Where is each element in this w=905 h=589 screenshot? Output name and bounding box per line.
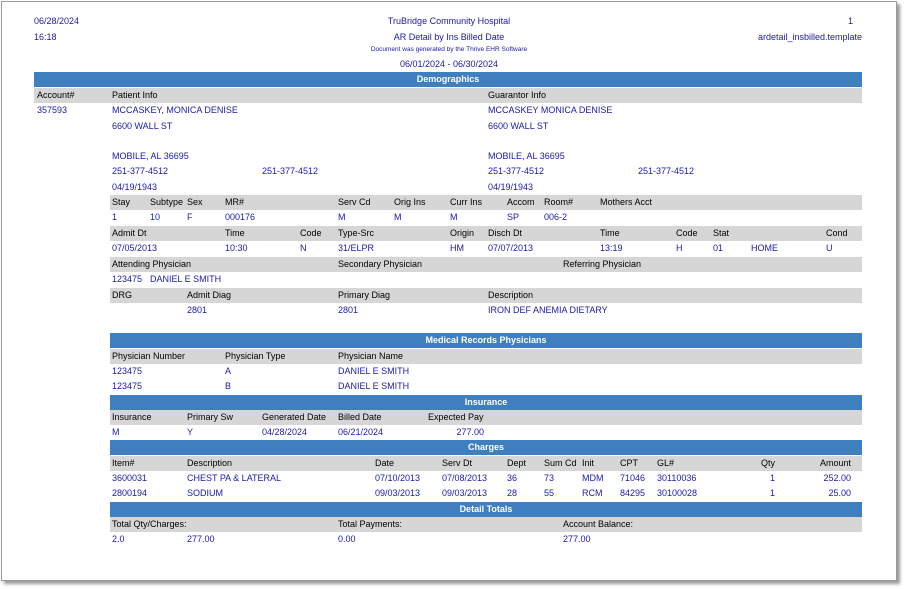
insurance-header: Insurance [110,395,862,410]
attending-id: 123475 [112,274,143,284]
table-row-item: 2800194 [112,488,148,498]
charge-description-label: Description [187,458,233,468]
mr-label: MR# [225,197,245,207]
admit-code-value: N [300,243,307,253]
patient-city: MOBILE, AL 36695 [112,151,189,161]
total-qty-charges-label: Total Qty/Charges: [112,519,187,529]
generated-date-label: Generated Date [262,412,327,422]
demographics-label-row [34,88,862,103]
room-label: Room# [544,197,574,207]
stat-desc-value: HOME [751,243,778,253]
stat-value: 01 [713,243,724,253]
detail-totals-label-row [110,517,862,532]
origin-value: HM [450,243,464,253]
subtype-value: 10 [150,212,161,222]
detail-totals-header: Detail Totals [110,502,862,517]
diag-description-value: IRON DEF ANEMIA DIETARY [488,305,608,315]
disch-code-label: Code [676,228,698,238]
admit-dt-value: 07/05/2013 [112,243,158,253]
physician-name-label: Physician Name [338,351,404,361]
print-time: 16:18 [34,32,57,42]
item-label: Item# [112,458,135,468]
admit-diag-label: Admit Diag [187,290,232,300]
table-row-description: SODIUM [187,488,223,498]
gl-label: GL# [657,458,675,468]
billed-date-label: Billed Date [338,412,382,422]
account-number: 357593 [37,105,68,115]
guarantor-phone2: 251-377-4512 [638,166,695,176]
subtype-label: Subtype [150,197,184,207]
table-row-init: MDM [582,473,604,483]
disch-time-value: 13:19 [600,243,623,253]
admit-dt-label: Admit Dt [112,228,147,238]
account-balance-label: Account Balance: [563,519,634,529]
table-row-serv-dt: 07/08/2013 [442,473,488,483]
physician-number-label: Physician Number [112,351,186,361]
secondary-physician-label: Secondary Physician [338,259,423,269]
medical-records-label-row [110,349,862,364]
admit-diag-value: 2801 [187,305,208,315]
table-row-gl: 30110036 [657,473,697,483]
referring-physician-label: Referring Physician [563,259,642,269]
cpt-label: CPT [620,458,638,468]
charge-date-label: Date [375,458,395,468]
dept-label: Dept [507,458,527,468]
table-row-physician-number: 123475 [112,366,143,376]
table-row-gl: 30100028 [657,488,698,498]
admit-label-row [110,226,862,241]
table-row-date: 09/03/2013 [375,488,421,498]
mr-value: 000176 [225,212,256,222]
medical-records-header: Medical Records Physicians [110,333,862,348]
table-row-description: CHEST PA & LATERAL [187,473,282,483]
guarantor-phone1: 251-377-4512 [488,166,545,176]
room-value: 006-2 [544,212,568,222]
admit-time-value: 10:30 [225,243,248,253]
accom-label: Accom [507,197,535,207]
stay-label: Stay [112,197,131,207]
qty-label: Qty [760,458,775,468]
insurance-label: Insurance [112,412,152,422]
generated-note: Document was generated by the Thrive EHR Software [370,46,528,53]
table-row-physician-type: A [225,366,232,376]
patient-address: 6600 WALL ST [112,121,173,131]
table-row-serv-dt: 09/03/2013 [442,488,488,498]
table-row-dept: 28 [507,488,518,498]
table-row-date: 07/10/2013 [375,473,421,483]
insurance-value: M [112,427,120,437]
admit-time-label: Time [225,228,245,238]
serv-cd-label: Serv Cd [338,197,371,207]
attending-name: DANIEL E SMITH [150,274,222,284]
amount-label: Amount [819,458,851,468]
table-row-item: 3600031 [112,473,148,483]
admit-code-label: Code [300,228,322,238]
patient-phone1: 251-377-4512 [112,166,169,176]
table-row-dept: 36 [507,473,518,483]
table-row-qty: 1 [769,473,775,483]
table-row-cpt: 71046 [620,473,646,483]
cond-value: U [826,243,833,253]
table-row-physician-name: DANIEL E SMITH [338,366,410,376]
physician-label-row [110,257,862,272]
stay-label-row [110,195,862,210]
drg-label: DRG [112,290,132,300]
disch-dt-label: Disch Dt [488,228,523,238]
total-payments-value: 0.00 [338,534,356,544]
patient-dob: 04/19/1943 [112,182,158,192]
mothers-acct-label: Mothers Acct [600,197,653,207]
guarantor-city: MOBILE, AL 36695 [488,151,565,161]
physician-type-label: Physician Type [225,351,286,361]
table-row-physician-type: B [225,381,232,391]
guarantor-name: MCCASKEY MONICA DENISE [488,105,613,115]
patient-name: MCCASKEY, MONICA DENISE [112,105,238,115]
orig-ins-value: M [394,212,402,222]
account-balance-value: 277.00 [563,534,591,544]
expected-pay-value: 277.00 [456,427,484,437]
disch-time-label: Time [600,228,620,238]
table-row-physician-name: DANIEL E SMITH [338,381,410,391]
cond-label: Cond [826,228,848,238]
date-range: 06/01/2024 - 06/30/2024 [399,59,499,69]
serv-cd-value: M [338,212,346,222]
table-row-sum-cd: 55 [544,488,555,498]
template-name: ardetail_insbilled.template [757,32,862,42]
init-label: Init [582,458,595,468]
print-date: 06/28/2024 [34,16,80,26]
serv-dt-label: Serv Dt [442,458,473,468]
hospital-name: TruBridge Community Hospital [387,16,511,26]
primary-sw-value: Y [187,427,194,437]
demographics-header: Demographics [34,72,862,87]
curr-ins-value: M [450,212,458,222]
billed-date-value: 06/21/2024 [338,427,384,437]
table-row-sum-cd: 73 [544,473,555,483]
guarantor-address: 6600 WALL ST [488,121,549,131]
report-title: AR Detail by Ins Billed Date [393,32,505,42]
accom-value: SP [507,212,520,222]
table-row-amount: 25.00 [828,488,851,498]
guarantor-info-label: Guarantor Info [488,90,547,100]
table-row-physician-number: 123475 [112,381,143,391]
disch-code-value: H [676,243,683,253]
curr-ins-label: Curr Ins [450,197,483,207]
total-qty-value: 2.0 [112,534,125,544]
total-charges-value: 277.00 [187,534,215,544]
expected-pay-label: Expected Pay [428,412,484,422]
table-row-cpt: 84295 [620,488,646,498]
primary-diag-label: Primary Diag [338,290,391,300]
primary-sw-label: Primary Sw [187,412,234,422]
type-src-label: Type-Src [338,228,375,238]
type-src-value: 31/ELPR [338,243,375,253]
table-row-qty: 1 [769,488,775,498]
disch-dt-value: 07/07/2013 [488,243,534,253]
total-payments-label: Total Payments: [338,519,403,529]
report-page [1,1,897,581]
primary-diag-value: 2801 [338,305,359,315]
table-row-amount: 252.00 [823,473,851,483]
sex-value: F [187,212,193,222]
stat-label: Stat [713,228,730,238]
account-label: Account# [37,90,75,100]
origin-label: Origin [450,228,475,238]
sum-cd-label: Sum Cd [544,458,577,468]
sex-label: Sex [187,197,203,207]
attending-physician-label: Attending Physician [112,259,192,269]
patient-phone2: 251-377-4512 [262,166,319,176]
stay-value: 1 [112,212,118,222]
table-row-init: RCM [582,488,603,498]
orig-ins-label: Orig Ins [394,197,426,207]
guarantor-dob: 04/19/1943 [488,182,534,192]
page-number: 1 [848,16,854,26]
generated-date-value: 04/28/2024 [262,427,308,437]
patient-info-label: Patient Info [112,90,158,100]
charges-header: Charges [110,440,862,455]
description-label: Description [488,290,534,300]
